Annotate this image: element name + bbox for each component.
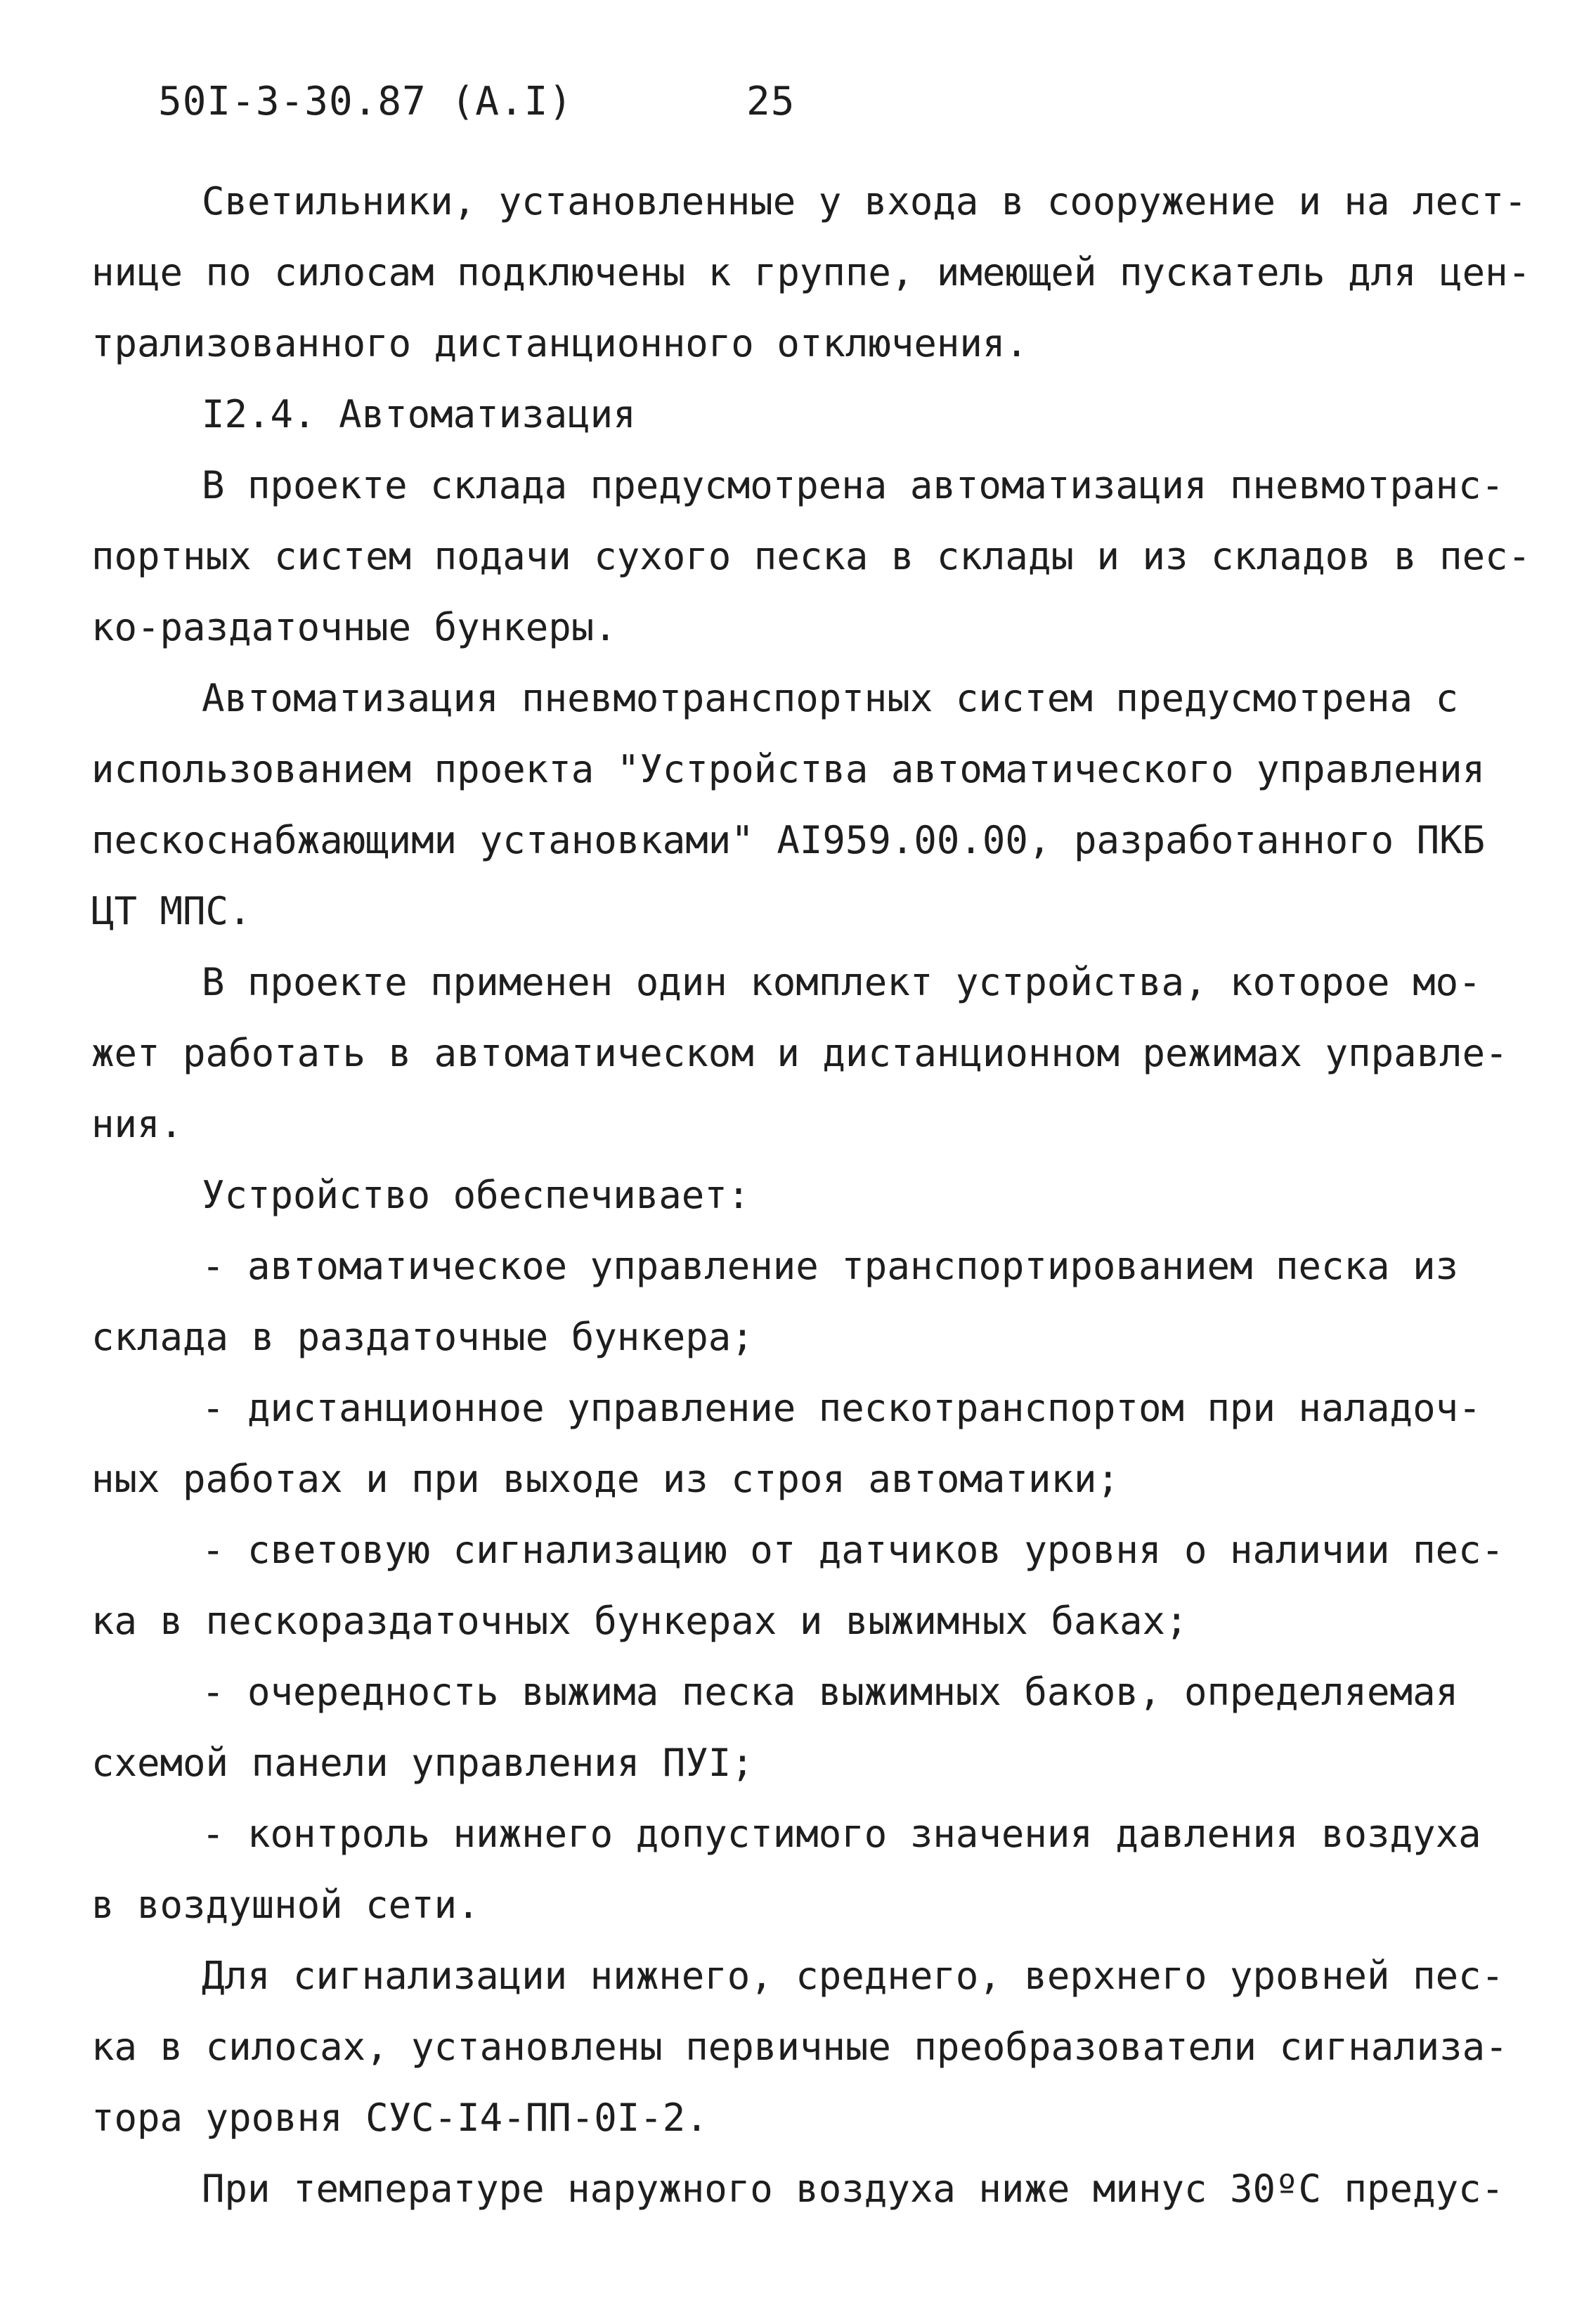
text-line: склада в раздаточные бункера; (91, 1315, 754, 1359)
text-line: - контроль нижнего допустимого значения давления воздуха (202, 1812, 1481, 1856)
text-line: I2.4. Автоматизация (202, 392, 636, 436)
text-line: При температуре наружного воздуха ниже минус 30ºС предус- (202, 2167, 1505, 2211)
text-line: - дистанционное управление пескотранспортом при наладоч- (202, 1386, 1481, 1430)
page-header (158, 79, 796, 124)
text-line: В проекте применен один комплект устройства, которое мо- (202, 960, 1481, 1004)
text-line: Автоматизация пневмотранспортных систем предусмотрена с (202, 676, 1459, 720)
document-code: 50I-3-30.87 (А.I) (158, 79, 573, 124)
text-line: ЦТ МПС. (91, 889, 252, 933)
text-line: в воздушной сети. (91, 1883, 480, 1927)
text-line: схемой панели управления ПУI; (91, 1741, 754, 1785)
text-line: Для сигнализации нижнего, среднего, верхнего уровней пес- (202, 1954, 1505, 1998)
text-line: тора уровня СУС-I4-ПП-0I-2. (91, 2096, 708, 2140)
text-line: портных систем подачи сухого песка в склады и из складов в пес- (91, 534, 1531, 578)
text-line: ния. (91, 1102, 183, 1146)
text-line: ка в пескораздаточных бункерах и выжимных баках; (91, 1599, 1188, 1643)
page-number: 25 (746, 79, 796, 124)
text-line: - автоматическое управление транспортированием песка из (202, 1244, 1459, 1288)
text-line: ка в силосах, установлены первичные преобразователи сигнализа- (91, 2025, 1508, 2069)
body-text (91, 166, 1531, 2224)
text-line: трализованного дистанционного отключения. (91, 321, 1028, 365)
text-line: использованием проекта "Устройства автоматического управления (91, 747, 1486, 791)
text-line: жет работать в автоматическом и дистанционном режимах управле- (91, 1031, 1508, 1075)
text-line: Светильники, установленные у входа в сооружение и на лест- (202, 179, 1527, 223)
text-line: Устройство обеспечивает: (202, 1173, 751, 1217)
text-line: ных работах и при выходе из строя автоматики; (91, 1457, 1120, 1501)
text-line: - очередность выжима песка выжимных баков, определяемая (202, 1670, 1459, 1714)
text-line: нице по силосам подключены к группе, имеющей пускатель для цен- (91, 250, 1531, 294)
text-line: В проекте склада предусмотрена автоматизация пневмотранс- (202, 463, 1505, 507)
text-line: - световую сигнализацию от датчиков уровня о наличии пес- (202, 1528, 1505, 1572)
text-line: ко-раздаточные бункеры. (91, 605, 617, 649)
text-line: пескоснабжающими установками" АI959.00.00, разработанного ПКБ (91, 818, 1486, 862)
